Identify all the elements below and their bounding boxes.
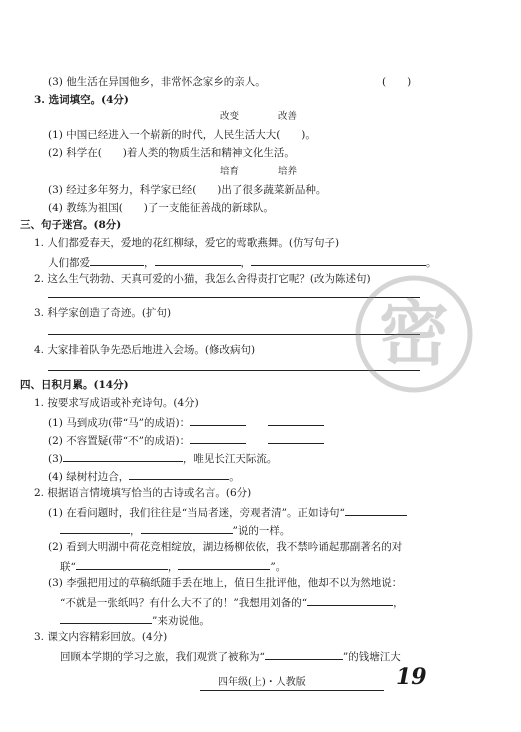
s4-q2-3-cont2 xyxy=(60,612,210,628)
s4-q1-3b: ，唯见长江天际流。 xyxy=(182,453,278,465)
s4-q2-2c: ， xyxy=(167,561,179,573)
answer-blank[interactable] xyxy=(63,450,183,462)
s4-q2-1b: ， xyxy=(130,525,141,537)
s4-q1-3-line xyxy=(48,450,277,466)
s4-q2-3c: ， xyxy=(393,597,404,609)
s4-q1-3a: (3) xyxy=(48,453,63,465)
footer-rule xyxy=(200,690,384,691)
answer-blank[interactable] xyxy=(265,648,343,660)
q3-title: 3. 选词填空。(4分) xyxy=(34,94,129,106)
answer-blank[interactable] xyxy=(190,432,246,444)
s4-q2-3b: “不就是一张纸吗？有什么大不了的！”我想用刘备的“ xyxy=(60,597,308,609)
s4-q2-2-cont xyxy=(60,558,286,574)
s3-q1: 1. 人们都爱春天，爱地的花红柳绿，爱它的莺歌燕舞。(仿写句子) xyxy=(34,237,340,249)
s4-q1-4a: (4) 绿树村边合， xyxy=(48,471,130,483)
s4-q1-1-line xyxy=(48,414,324,430)
s3-q3: 3. 科学家创造了奇迹。(扩句) xyxy=(34,307,172,319)
confidential-seal-icon xyxy=(352,272,476,396)
footer-grade: 四年级(上)・人教版 xyxy=(218,677,306,688)
answer-blank[interactable] xyxy=(90,254,144,266)
s4-q3: 3. 课文内容精彩回放。(4分) xyxy=(34,631,168,643)
s4-q1: 1. 按要求写成语或补充诗句。(4分) xyxy=(34,397,199,409)
s4-q2-2a: (2) 看到大明湖中荷花竞相绽放，湖边杨柳依依，我不禁吟诵起那副著名的对 xyxy=(48,541,403,553)
answer-blank[interactable] xyxy=(60,612,152,624)
answer-start: 人们都爱 xyxy=(48,257,90,269)
answer-blank[interactable] xyxy=(129,468,229,480)
answer-blank[interactable] xyxy=(141,522,233,534)
q3-line2: (2) 科学在( )着人类的物质生活和精神文化生活。 xyxy=(48,147,295,159)
s4-q2-1-cont xyxy=(60,522,290,538)
s4-q1-4b: 。 xyxy=(229,471,240,483)
s4-q1-2: (2) 不容置疑(带“不”的成语)： xyxy=(48,435,191,447)
section3-heading: 三、句子迷宫。(8分) xyxy=(20,219,122,231)
answer-blank[interactable] xyxy=(190,414,246,426)
word-option: 改善 xyxy=(278,111,298,122)
watermark-char: 密 xyxy=(379,293,449,375)
q3-line3: (3) 经过多年努力，科学家已经( )出了很多蔬菜新品种。 xyxy=(48,184,327,196)
s4-q2-1c: ”说的一样。 xyxy=(232,525,291,537)
s4-q2-3-cont xyxy=(60,594,404,610)
s4-q1-1: (1) 马到成功(带“马”的成语)： xyxy=(48,417,191,429)
answer-paren: ( ) xyxy=(382,76,412,88)
s4-q1-4-line xyxy=(48,468,240,484)
s4-q2-2d: ”。 xyxy=(270,561,287,573)
q3-line4: (4) 教练为祖国( )了一支能征善战的新球队。 xyxy=(48,202,274,214)
s4-q2-1-line xyxy=(48,504,407,520)
answer-blank[interactable] xyxy=(268,432,324,444)
word-option: 改变 xyxy=(220,111,240,122)
s3-q1-answer-line: 人们都爱 ， ， 。 xyxy=(48,254,437,270)
s4-q1-2-line xyxy=(48,432,324,448)
s4-q2: 2. 根据语言情境填写恰当的古诗或名言。(6分) xyxy=(34,487,252,499)
q3-line1: (1) 中国已经进入一个崭新的时代，人民生活大大( )。 xyxy=(48,129,316,141)
answer-blank[interactable] xyxy=(307,594,393,606)
answer-blank[interactable] xyxy=(345,504,407,516)
answer-blank[interactable] xyxy=(251,254,426,266)
word-option: 培养 xyxy=(278,166,298,177)
s3-q4: 4. 大家排着队争先恐后地进入会场。(修改病句) xyxy=(34,344,256,356)
answer-blank[interactable] xyxy=(268,414,324,426)
s4-q2-3a: (3) 李强把用过的草稿纸随手丢在地上，值日生批评他，他却不以为然地说： xyxy=(48,577,403,589)
s4-q2-3d: ”来劝说他。 xyxy=(152,615,210,627)
s4-q3-text-b: ”的钱塘江大 xyxy=(342,651,401,663)
q2-item3: (3) 他生活在异国他乡，非常怀念家乡的亲人。 xyxy=(48,76,266,88)
answer-blank[interactable] xyxy=(155,254,241,266)
s4-q2-1a: (1) 在看问题时，我们往往是“当局者迷，旁观者清”。正如诗句“ xyxy=(48,507,345,519)
s4-q3-text-a: 回顾本学期的学习之旅，我们观赏了被称为“ xyxy=(60,651,265,663)
s3-q2: 2. 这么生气勃勃、天真可爱的小猫，我怎么舍得责打它呢？(改为陈述句) xyxy=(34,273,371,285)
page-number: 19 xyxy=(396,664,427,690)
s4-q2-2b: 联“ xyxy=(60,561,76,573)
answer-blank[interactable] xyxy=(60,522,130,534)
word-option: 培育 xyxy=(220,166,240,177)
answer-blank[interactable] xyxy=(178,558,270,570)
section4-heading: 四、日积月累。(14分) xyxy=(20,379,129,391)
s4-q3-text xyxy=(60,648,401,664)
answer-blank[interactable] xyxy=(76,558,168,570)
